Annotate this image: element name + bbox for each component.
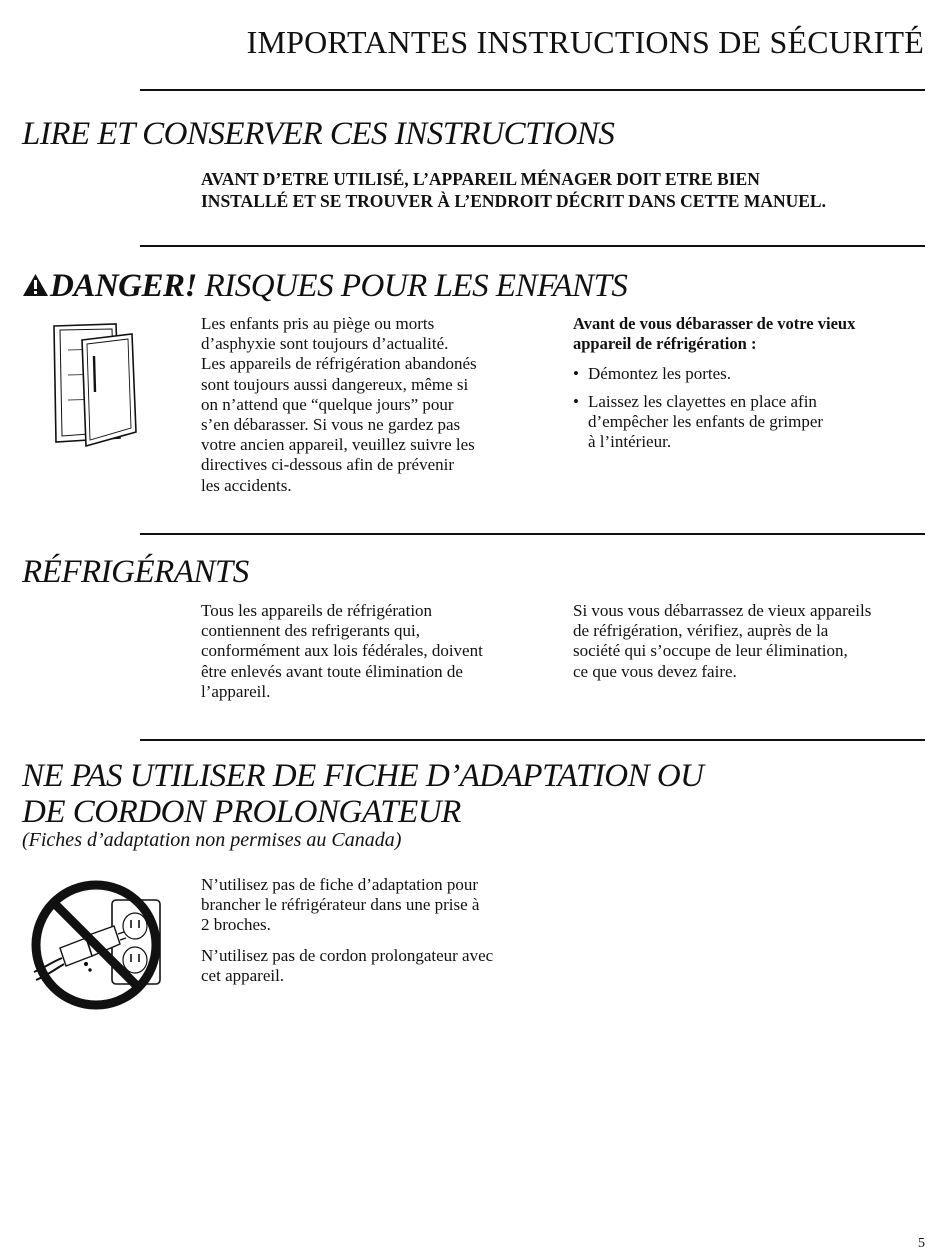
divider <box>140 739 925 741</box>
adapter-paragraph <box>201 875 546 936</box>
children-danger-text <box>201 314 546 496</box>
divider <box>140 533 925 535</box>
text-line: votre ancien appareil, veuillez suivre les <box>201 435 475 455</box>
text-line: Démontez les portes. <box>588 364 732 384</box>
text-line: Les enfants pris au piège ou morts <box>201 314 435 333</box>
danger-heading-text: RISQUES POUR LES ENFANTS <box>204 268 628 304</box>
adapter-heading-line: NE PAS UTILISER DE FICHE D’ADAPTATION OU <box>22 758 704 794</box>
refrigerator-open-door-icon <box>48 320 143 455</box>
bullet-icon: • <box>573 364 579 384</box>
text-line: conformément aux lois fédérales, doivent <box>201 641 483 661</box>
installation-warning <box>201 168 826 212</box>
text-line: sont toujours aussi dangereux, même si <box>201 374 469 394</box>
text-line: société qui s’occupe de leur élimination, <box>573 641 848 661</box>
warning-line: INSTALLÉ ET SE TROUVER À L’ENDROIT DÉCRIT DANS CETTE MANUEL. <box>201 191 826 211</box>
text-line: cet appareil. <box>201 965 285 985</box>
list-item <box>573 364 928 384</box>
adapter-text <box>201 875 546 986</box>
page-title: IMPORTANTES INSTRUCTIONS DE SÉCURITÉ <box>246 24 924 60</box>
danger-heading <box>22 268 627 306</box>
no-adapter-plug-icon <box>28 876 168 1019</box>
refrigerants-heading: RÉFRIGÉRANTS <box>22 554 249 590</box>
text-line: être enlevés avant toute élimination de <box>201 661 463 681</box>
text-line: appareil de réfrigération : <box>573 334 757 354</box>
text-line: Si vous vous débarrassez de vieux appareils <box>573 601 872 620</box>
read-instructions-heading: LIRE ET CONSERVER CES INSTRUCTIONS <box>22 116 615 152</box>
text-line: l’appareil. <box>201 681 271 701</box>
text-line: d’empêcher les enfants de grimper <box>588 411 824 431</box>
list-item <box>573 392 928 453</box>
disposal-bullet-list <box>573 364 928 452</box>
text-line: les accidents. <box>201 475 292 495</box>
text-line: à l’intérieur. <box>588 432 672 452</box>
text-line: 2 broches. <box>201 915 271 935</box>
disposal-instructions <box>573 314 928 459</box>
bullet-icon: • <box>573 391 579 411</box>
page-number: 5 <box>918 1236 925 1251</box>
refrigerants-right-text <box>573 601 928 682</box>
text-line: Laissez les clayettes en place afin <box>588 391 817 411</box>
refrigerants-left-text <box>201 601 546 702</box>
text-line: Tous les appareils de réfrigération <box>201 601 433 620</box>
text-line: Les appareils de réfrigération abandonés <box>201 354 477 374</box>
text-line: directives ci-dessous afin de prévenir <box>201 455 455 475</box>
danger-label: DANGER! <box>50 268 197 304</box>
disposal-intro <box>573 314 928 354</box>
text-line: N’utilisez pas de fiche d’adaptation pour <box>201 875 479 894</box>
text-line: N’utilisez pas de cordon prolongateur avec <box>201 945 494 965</box>
text-line: d’asphyxie sont toujours d’actualité. <box>201 334 449 354</box>
adapter-heading <box>22 758 704 830</box>
divider <box>140 89 925 91</box>
warning-triangle-icon <box>22 270 49 306</box>
text-line: ce que vous devez faire. <box>573 661 737 681</box>
text-line: contiennent des refrigerants qui, <box>201 621 421 641</box>
extension-cord-paragraph <box>201 946 546 986</box>
text-line: brancher le réfrigérateur dans une prise à <box>201 895 480 915</box>
text-line: on n’attend que “quelque jours” pour <box>201 394 454 414</box>
text-line: Avant de vous débarasser de votre vieux <box>573 314 856 333</box>
text-line: s’en débarasser. Si vous ne gardez pas <box>201 415 461 435</box>
adapter-subtitle: (Fiches d’adaptation non permises au Canada) <box>22 829 402 851</box>
warning-line: AVANT D’ETRE UTILISÉ, L’APPAREIL MÉNAGER DOIT ETRE BIEN <box>201 169 760 189</box>
divider <box>140 245 925 247</box>
adapter-heading-line: DE CORDON PROLONGATEUR <box>22 794 461 830</box>
text-line: de réfrigération, vérifiez, auprès de la <box>573 621 829 641</box>
